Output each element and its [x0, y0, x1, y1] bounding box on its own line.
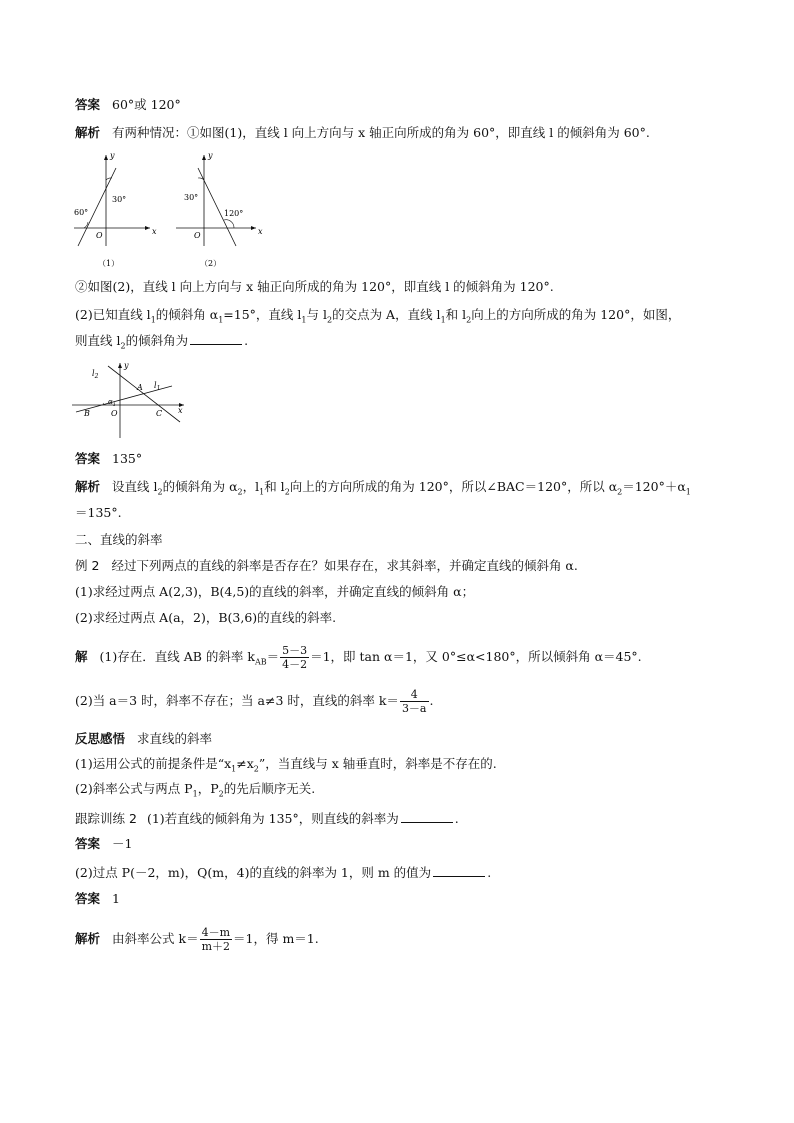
answer-label: 答案 — [75, 891, 101, 906]
figure-3 — [70, 360, 192, 442]
a3-text-1: 设直线 l — [112, 479, 158, 494]
a4-text-2: ＝1，得 m＝1. — [233, 931, 319, 946]
fig1-origin-label: O — [96, 231, 103, 240]
answer-blank — [433, 864, 485, 877]
solution-line-1 — [75, 644, 642, 672]
practice-2-text: (2)过点 P(－2，m)，Q(m，4)的直线的斜率为 1，则 m 的值为 — [75, 865, 432, 880]
ref2-text-1: (2)斜率公式与两点 P — [75, 781, 193, 796]
question-2-line-2 — [75, 332, 248, 356]
fig3-l1-label: $l_1$ — [154, 381, 161, 392]
analysis-text: 有两种情况：①如图(1)，直线 l 向上方向与 x 轴正向所成的角为 60°，即直线 l 的倾斜角为 60°. — [112, 125, 650, 140]
fig1-x-label: x — [152, 227, 157, 236]
fig2-caption: （2） — [200, 259, 222, 268]
example-part-2-text: (2)求经过两点 A(a，2)，B(3,6)的直线的斜率. — [75, 610, 337, 625]
ref2-text-3: 的先后顺序无关. — [223, 781, 316, 796]
practice-2-end: . — [487, 865, 492, 880]
answer-label: 答案 — [75, 97, 101, 112]
fig3-point-c: C — [156, 409, 163, 418]
sol1-sub-ab: AB — [254, 657, 267, 667]
a4-text-1: 由斜率公式 k＝ — [112, 931, 199, 946]
section-title: 二、直线的斜率 — [75, 532, 163, 547]
practice-2-line-2 — [75, 864, 491, 882]
answer-line-2 — [75, 450, 142, 468]
answer-blank — [190, 332, 242, 345]
sol2-text-2: . — [429, 693, 434, 708]
q2-text-6: 和 l — [445, 307, 467, 322]
a3-sub-5: 2 — [617, 487, 623, 497]
fig2-origin-label: O — [194, 231, 201, 240]
q2-text-3: =15°，直线 l — [223, 307, 302, 322]
fig3-l2-label: $l_2$ — [92, 369, 99, 380]
fig2-angle-30: 30° — [184, 193, 199, 202]
fig1-caption: （1） — [98, 259, 120, 268]
sol2-text-1: (2)当 a＝3 时，斜率不存在；当 a≠3 时，直线的斜率 k＝ — [75, 693, 399, 708]
fig3-y-label: y — [124, 361, 129, 370]
analysis-label: 解析 — [75, 931, 101, 946]
a3-text-3: ，l — [242, 479, 260, 494]
a3-text-5: 向上的方向所成的角为 120°，所以∠BAC＝120°，所以 α — [289, 479, 618, 494]
ref1-text-1: (1)运用公式的前提条件是“x — [75, 756, 232, 771]
solution-line-2 — [75, 688, 433, 715]
a3-text-6: ＝120°＋α — [622, 479, 686, 494]
q2-sub-2: 1 — [218, 315, 224, 325]
fraction-numerator: 4－m — [201, 926, 231, 939]
a3-sub-6: 1 — [685, 487, 691, 497]
ref1-sub-2: 2 — [253, 764, 259, 774]
a3-continuation: ＝135°. — [75, 505, 122, 520]
figure-1 — [70, 150, 160, 272]
analysis-line-1 — [75, 124, 650, 142]
example-2-part-1 — [75, 583, 474, 601]
analysis-line-4 — [75, 926, 319, 953]
q2-text-1: (2)已知直线 l — [75, 307, 151, 322]
fig1-angle-60: 60° — [74, 208, 89, 217]
analysis-label: 解析 — [75, 479, 101, 494]
q2b-text-1: 则直线 l — [75, 333, 121, 348]
answer-line-3 — [75, 835, 132, 853]
solution-label: 解 — [75, 649, 88, 664]
fraction-denominator: 4－2 — [282, 658, 308, 671]
answer-blank — [401, 810, 453, 823]
q2-sub-6: 2 — [466, 315, 472, 325]
ref1-text-3: ”，当直线与 x 轴垂直时，斜率是不存在的. — [258, 756, 497, 771]
reflection-label: 反思感悟 — [75, 731, 126, 746]
question-2-line-1 — [75, 306, 680, 330]
answer-text: 1 — [112, 891, 120, 906]
analysis-case-2-text: ②如图(2)，直线 l 向上方向与 x 轴正向所成的角为 120°，即直线 l 的倾斜角为 120°. — [75, 279, 554, 294]
reflection-point-2 — [75, 780, 315, 804]
answer-text: 60°或 120° — [112, 97, 181, 112]
fig1-angle-30: 30° — [112, 195, 127, 204]
a3-text-4: 和 l — [264, 479, 285, 494]
sol1-text-2: ＝ — [266, 649, 280, 664]
answer-line-4 — [75, 890, 120, 908]
a3-sub-4: 2 — [284, 487, 290, 497]
fig3-origin-label: O — [111, 409, 118, 418]
example-2-part-2 — [75, 609, 336, 627]
ref2-sub-1: 1 — [192, 789, 198, 799]
ref1-text-2: ≠x — [236, 756, 254, 771]
q2b-text-2: 的倾斜角为 — [125, 333, 189, 348]
practice-2-line-1 — [75, 810, 459, 828]
q2-sub-5: 1 — [440, 315, 446, 325]
example-2-line — [75, 557, 578, 575]
q2-sub-3: 1 — [301, 315, 307, 325]
a3-sub-2: 2 — [237, 487, 243, 497]
answer-line-1 — [75, 96, 181, 114]
figure-2 — [172, 150, 264, 272]
fig2-x-label: x — [258, 227, 263, 236]
a3-text-2: 的倾斜角为 α — [162, 479, 238, 494]
fig1-y-label: y — [110, 151, 115, 160]
example-label: 例 2 — [75, 558, 100, 573]
example-text: 经过下列两点的直线的斜率是否存在？如果存在，求其斜率，并确定直线的倾斜角 α. — [111, 558, 578, 573]
reflection-heading — [75, 730, 212, 748]
sol1-text-3: ＝1，即 tan α＝1，又 0°≤α<180°，所以倾斜角 α＝45°. — [310, 649, 642, 664]
a3-sub-3: 1 — [259, 487, 265, 497]
analysis-label: 解析 — [75, 125, 101, 140]
sol1-text-1: (1)存在．直线 AB 的斜率 k — [99, 649, 255, 664]
fraction-denominator: m＋2 — [201, 940, 231, 953]
slope-fraction — [280, 644, 309, 671]
q2-sub-1: 1 — [150, 315, 156, 325]
practice-1-end: . — [454, 811, 459, 826]
answer-text: －1 — [112, 836, 133, 851]
ref1-sub-1: 1 — [231, 764, 237, 774]
analysis-line-3 — [75, 478, 691, 502]
analysis-line-3-cont — [75, 504, 122, 522]
q2-text-5: 的交点为 A，直线 l — [332, 307, 441, 322]
practice-label: 跟踪训练 2 — [75, 811, 137, 826]
answer-text: 135° — [112, 451, 143, 466]
q2-text-7: 向上的方向所成的角为 120°，如图， — [471, 307, 681, 322]
analysis-line-2 — [75, 278, 554, 296]
answer-label: 答案 — [75, 836, 101, 851]
fig3-point-b: B — [84, 409, 90, 418]
fraction-denominator: 3－a — [401, 702, 427, 715]
practice-1-text: (1)若直线的倾斜角为 135°，则直线的斜率为 — [146, 811, 399, 826]
reflection-point-1 — [75, 755, 497, 779]
fig3-point-a: A — [137, 383, 143, 392]
q2-text-4: 与 l — [306, 307, 327, 322]
a3-sub-1: 2 — [157, 487, 163, 497]
fig3-alpha-label: $\alpha_1$ — [108, 398, 116, 408]
fraction-numerator: 5－3 — [282, 644, 308, 657]
fig2-angle-120: 120° — [224, 209, 244, 218]
section-heading — [75, 531, 163, 549]
fraction-numerator: 4 — [400, 688, 429, 702]
ref2-sub-2: 2 — [218, 789, 224, 799]
slope-fraction-3 — [200, 926, 232, 953]
q2-sub-4: 2 — [326, 315, 333, 325]
ref2-text-2: ，P — [197, 781, 219, 796]
fig3-x-label: x — [178, 406, 183, 415]
reflection-text: 求直线的斜率 — [137, 731, 213, 746]
q2b-sub-1: 2 — [120, 341, 126, 351]
example-part-1-text: (1)求经过两点 A(2,3)，B(4,5)的直线的斜率，并确定直线的倾斜角 α； — [75, 584, 475, 599]
slope-fraction-2 — [400, 688, 429, 715]
fig2-y-label: y — [208, 151, 213, 160]
q2b-text-3: . — [244, 333, 249, 348]
answer-label: 答案 — [75, 451, 101, 466]
q2-text-2: 的倾斜角 α — [155, 307, 219, 322]
